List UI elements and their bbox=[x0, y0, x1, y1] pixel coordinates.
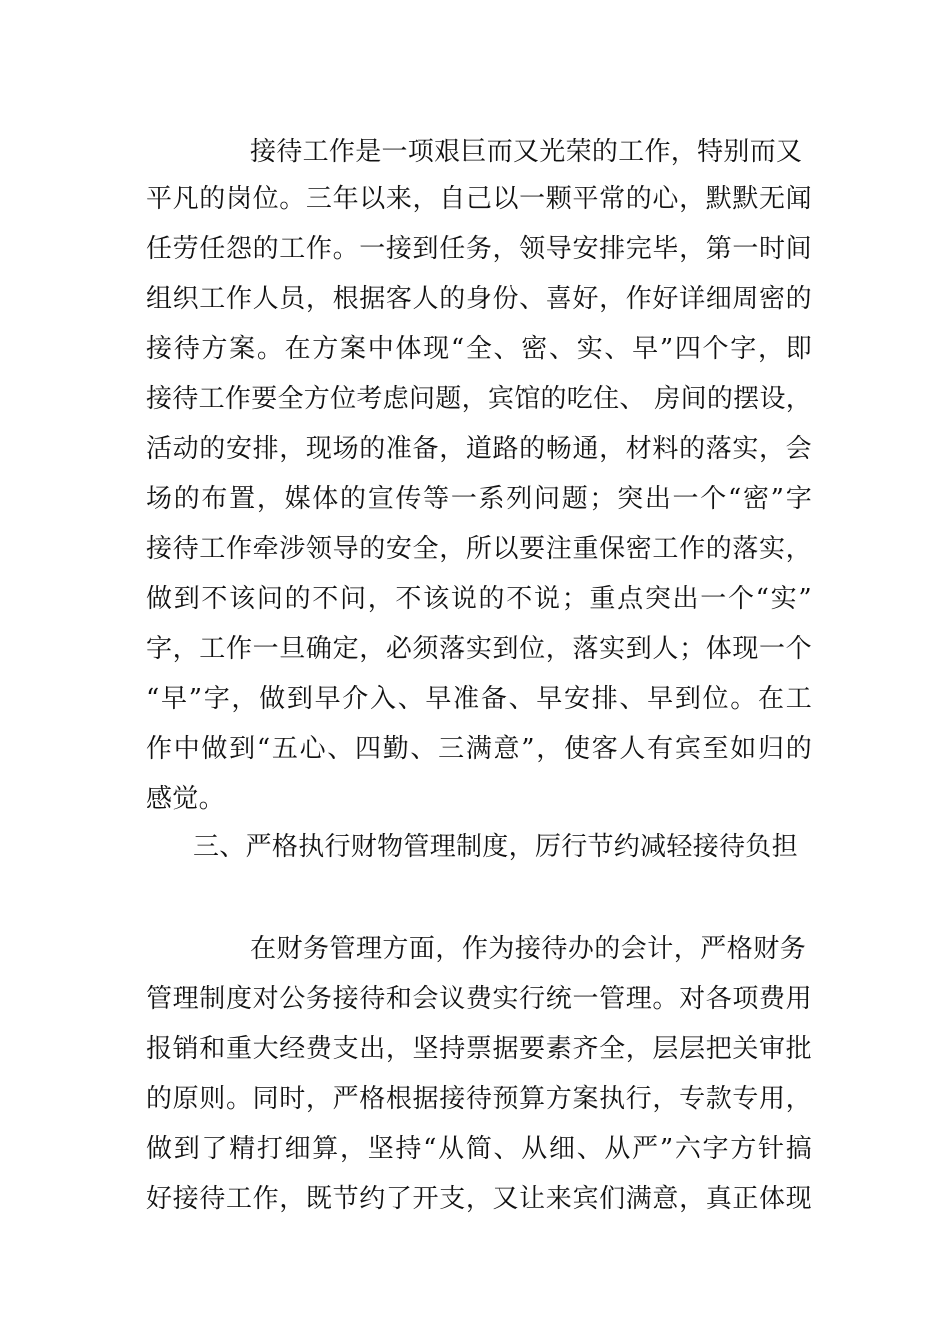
paragraph-line: 组织工作人员，根据客人的身份、喜好，作好详细周密的 bbox=[146, 284, 812, 314]
paragraph-line: 接待方案。在方案中体现“全、密、实、早”四个字，即 bbox=[146, 334, 812, 364]
paragraph-line: 报销和重大经费支出，坚持票据要素齐全，层层把关审批 bbox=[146, 1034, 812, 1064]
paragraph-line: 活动的安排，现场的准备，道路的畅通，材料的落实，会 bbox=[146, 434, 812, 464]
paragraph-line: 平凡的岗位。三年以来，自己以一颗平常的心，默默无闻 bbox=[146, 184, 812, 214]
paragraph-line: 场的布置，媒体的宣传等一系列问题；突出一个“密”字 bbox=[146, 484, 812, 514]
paragraph-line: 好接待工作，既节约了开支，又让来宾们满意，真正体现 bbox=[146, 1184, 812, 1214]
paragraph-line: 做到了精打细算，坚持“从简、从细、从严”六字方针搞 bbox=[146, 1134, 812, 1164]
paragraph-line: “早”字，做到早介入、早准备、早安排、早到位。在工 bbox=[146, 684, 812, 714]
paragraph-line: 接待工作是一项艰巨而又光荣的工作，特别而又 bbox=[250, 137, 803, 167]
paragraph-line: 感觉。 bbox=[146, 784, 225, 814]
paragraph-line: 接待工作牵涉领导的安全，所以要注重保密工作的落实， bbox=[146, 534, 812, 564]
paragraph-line: 任劳任怨的工作。一接到任务，领导安排完毕，第一时间 bbox=[146, 234, 812, 264]
section-heading: 三、严格执行财物管理制度，厉行节约减轻接待负担 bbox=[193, 832, 798, 862]
paragraph-line: 的原则。同时，严格根据接待预算方案执行，专款专用， bbox=[146, 1084, 812, 1114]
paragraph-line: 字，工作一旦确定，必须落实到位，落实到人；体现一个 bbox=[146, 634, 812, 664]
paragraph-line: 做到不该问的不问，不该说的不说；重点突出一个“实” bbox=[146, 584, 812, 614]
paragraph-line: 在财务管理方面，作为接待办的会计，严格财务 bbox=[250, 934, 806, 964]
paragraph-line: 接待工作要全方位考虑问题，宾馆的吃住、 房间的摆设， bbox=[146, 384, 813, 414]
paragraph-line: 作中做到“五心、四勤、三满意”，使客人有宾至如归的 bbox=[146, 734, 812, 764]
paragraph-line: 管理制度对公务接待和会议费实行统一管理。对各项费用 bbox=[146, 984, 812, 1014]
